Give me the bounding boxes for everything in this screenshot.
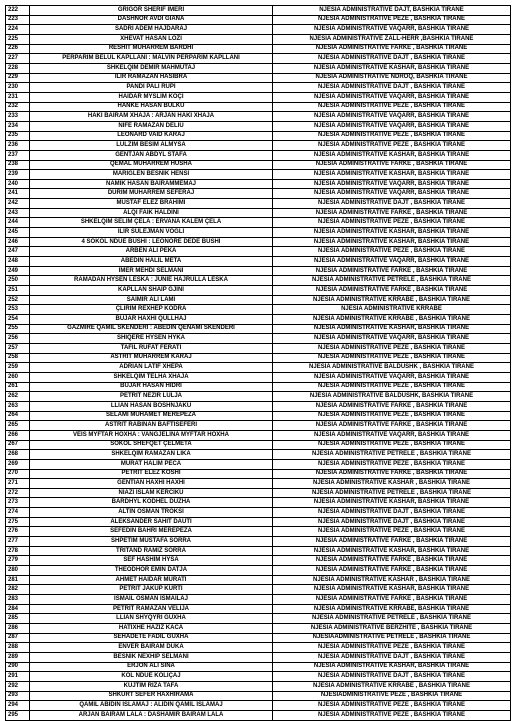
table-row	[6, 652, 511, 662]
table-row	[6, 498, 511, 508]
location-cell: NJESIA ADMINISTRATIVE DAJT , BASHKIA TIRANE	[273, 54, 511, 64]
person-name-cell: THEODHOR EMIN DATJA	[30, 566, 273, 576]
person-name-cell: BUJAR HAXHI QULLHAJ	[30, 315, 273, 325]
table-row	[6, 392, 511, 402]
table-row	[6, 517, 511, 527]
table-row	[6, 54, 511, 64]
row-number-cell: 290	[6, 662, 30, 672]
row-number-cell: 235	[6, 131, 30, 141]
table-row	[6, 430, 511, 440]
location-cell: NJESIA ADMINISTRATIVE NDROQ, BASHKIA TIRANE	[273, 73, 511, 83]
location-cell: NJESIA ADMINISTRATIVE PEZE , BASHKIA TIRANE	[273, 131, 511, 141]
person-name-cell: ALQI FAIK HALDINI	[30, 208, 273, 218]
table-row	[6, 372, 511, 382]
location-cell: NJESIA ADMINISTRATIVE PETRELE , BASHKIA TIRANE	[273, 450, 511, 460]
location-cell: NJESIA ADMINISTRATIVE FARKE , BASHKIA TIRANE	[273, 566, 511, 576]
table-row	[6, 691, 511, 701]
row-number-cell: 242	[6, 199, 30, 209]
person-name-cell: SADRI ADEM HAJDARAJ	[30, 25, 273, 35]
location-cell: NJESIA ADMINISTRATIVE PETRELE , BASHKIA TIRANE	[273, 614, 511, 624]
row-number-cell: 268	[6, 450, 30, 460]
person-name-cell: SEF HASHIM HYSA	[30, 556, 273, 566]
location-cell: NJESIA ADMINISTRATIVE KRRABE , BASHKIA TIRANE	[273, 295, 511, 305]
person-name-cell: ASTRIT MUHARREM KARAJ	[30, 353, 273, 363]
location-cell: NJESIA ADMINISTRATIVE KASHAR, BASHKIA TIRANE	[273, 170, 511, 180]
row-number-cell: 288	[6, 643, 30, 653]
location-cell: NJESIA ADMINISTRATIVE PEZE , BASHKIA TIRANE	[273, 643, 511, 653]
location-cell: NJESIA ADMINISTRATIVE KASHAR, BASHKIA TIRANE	[273, 324, 511, 334]
location-cell: NJESIA ADMINISTRATIVE PEZE , BASHKIA TIRANE	[273, 382, 511, 392]
table-row	[6, 276, 511, 286]
person-name-cell: BARDHYL KODHEL DUZHA	[30, 498, 273, 508]
table-row	[6, 286, 511, 296]
location-cell: NJESIA ADMINISTRATIVE FARKE , BASHKIA TIRANE	[273, 556, 511, 566]
person-name-cell: HANKE HASAN BULKU	[30, 102, 273, 112]
person-name-cell: SHKELQIM SELIM ÇELA : ERVANA KALEM ÇELA	[30, 218, 273, 228]
records-table	[5, 5, 511, 721]
location-cell: NJESIA ADMINISTRATIVE FARKE , BASHKIA TIRANE	[273, 286, 511, 296]
person-name-cell: ILIR RAMAZAN HASIBRA	[30, 73, 273, 83]
person-name-cell: KAPLLAN SHAIP GJINI	[30, 286, 273, 296]
person-name-cell: HAKI BAIRAM XHAJA : ARJAN HAKI XHAJA	[30, 112, 273, 122]
table-row	[6, 662, 511, 672]
table-row	[6, 382, 511, 392]
person-name-cell: LULZIM BESIM ALMYSA	[30, 141, 273, 151]
row-number-cell: 240	[6, 179, 30, 189]
location-cell: NJESIAADMINISTRATIVE PETRELE , BASHKIA TIRANE	[273, 633, 511, 643]
row-number-cell: 282	[6, 585, 30, 595]
table-row	[6, 672, 511, 682]
table-row	[6, 218, 511, 228]
row-number-cell: 228	[6, 63, 30, 73]
row-number-cell: 279	[6, 556, 30, 566]
location-cell: NJESIA ADMINISTRATIVE KASHAR, BASHKIA TIRANE	[273, 546, 511, 556]
location-cell: NJESIA ADMINISTRATIVE VAQARR, BASHKIA TIRANE	[273, 25, 511, 35]
table-row	[6, 25, 511, 35]
row-number-cell: 225	[6, 34, 30, 44]
person-name-cell: PETRIT JAKUP KURTI	[30, 585, 273, 595]
row-number-cell: 257	[6, 343, 30, 353]
table-row	[6, 247, 511, 257]
row-number-cell: 264	[6, 411, 30, 421]
location-cell: NJESIA ADMINISTRATIVE DAJT , BASHKIA TIRANE	[273, 199, 511, 209]
table-row	[6, 305, 511, 315]
row-number-cell: 258	[6, 353, 30, 363]
row-number-cell: 292	[6, 681, 30, 691]
table-row	[6, 633, 511, 643]
person-name-cell: KUJTIM RIZA TAFA	[30, 681, 273, 691]
table-row	[6, 324, 511, 334]
row-number-cell: 261	[6, 382, 30, 392]
row-number-cell: 247	[6, 247, 30, 257]
row-number-cell: 260	[6, 372, 30, 382]
person-name-cell: HATIXHE HAZIZ KACA	[30, 624, 273, 634]
location-cell: NJESIA ADMINISTRATIVE FARKE , BASHKIA TIRANE	[273, 595, 511, 605]
person-name-cell: ADRIAN LATIF XHEPA	[30, 363, 273, 373]
location-cell: NJESIA ADMINISTRATIVE FARKE , BASHKIA TIRANE	[273, 44, 511, 54]
document-sheet	[5, 5, 511, 721]
table-row	[6, 440, 511, 450]
row-number-cell: 230	[6, 83, 30, 93]
person-name-cell: PETRIT RAMAZAN VELIJA	[30, 604, 273, 614]
person-name-cell: SEFEDIN BAHRI MEREPEZA	[30, 527, 273, 537]
person-name-cell: SHKELQIM DEMIR MAHMUTAJ	[30, 63, 273, 73]
table-row	[6, 421, 511, 431]
location-cell: NJESIA ADMINISTRATIVE VAQARR, BASHKIA TIRANE	[273, 179, 511, 189]
row-number-cell: 263	[6, 401, 30, 411]
person-name-cell: SHKELQIM RAMAZAN LIKA	[30, 450, 273, 460]
row-number-cell: 226	[6, 44, 30, 54]
row-number-cell: 239	[6, 170, 30, 180]
person-name-cell: IMER MEHDI SELMANI	[30, 266, 273, 276]
person-name-cell: RESHIT MUHARREM BARDHI	[30, 44, 273, 54]
location-cell: NJESIA ADMINISTRATIVE VAQARR, BASHKIA TIRANE	[273, 189, 511, 199]
person-name-cell: GENTIAN HAXHI HAXHI	[30, 479, 273, 489]
row-number-cell: 293	[6, 691, 30, 701]
table-row	[6, 34, 511, 44]
table-row	[6, 295, 511, 305]
location-cell: NJESIA ADMINISTRATIVE KRRABE , BASHKIA TIRANE	[273, 315, 511, 325]
location-cell: NJESIADMINISTRATIVE PEZE , BASHKIA TIRANE	[273, 691, 511, 701]
person-name-cell: SOKOL SHEFQET ÇELMETA	[30, 440, 273, 450]
person-name-cell: SELAMI MUHAMET MEREPEZA	[30, 411, 273, 421]
person-name-cell: SHIQERE HYSEN HYKA	[30, 334, 273, 344]
row-number-cell: 269	[6, 459, 30, 469]
table-row	[6, 411, 511, 421]
table-row	[6, 643, 511, 653]
location-cell: NJESIA ADMINISTRATIVE PETRELE , BASHKIA TIRANE	[273, 276, 511, 286]
person-name-cell: TAFIL RUFAT FERATI	[30, 343, 273, 353]
row-number-cell: 291	[6, 672, 30, 682]
location-cell: NJESIA ADMINISTRATIVE KASHAR, BASHKIA TIRANE	[273, 63, 511, 73]
location-cell: NJESIA ADMINISTRATIVE PEZE , BASHKIA TIRANE	[273, 440, 511, 450]
person-name-cell: 4 SOKOL NDUE BUSHI : LEONORE DEDE BUSHI	[30, 237, 273, 247]
table-row	[6, 488, 511, 498]
location-cell: NJESIA ADMINISTRATIVE FARKE , BASHKIA TIRANE	[273, 469, 511, 479]
person-name-cell: LLIAN SHYQYRI GUXHA	[30, 614, 273, 624]
row-number-cell: 271	[6, 479, 30, 489]
table-row	[6, 537, 511, 547]
location-cell: NJESIA ADMINISTRATIVE PEZE , BASHKIA TIRANE	[273, 15, 511, 25]
table-row	[6, 266, 511, 276]
row-number-cell: 256	[6, 334, 30, 344]
row-number-cell: 252	[6, 295, 30, 305]
table-row	[6, 401, 511, 411]
table-row	[6, 92, 511, 102]
location-cell: NJESIA ADMINISTRATIVE VAQARR, BASHKIA TIRANE	[273, 121, 511, 131]
row-number-cell: 275	[6, 517, 30, 527]
location-cell: NJESIA ADMINISTRATIVE KASHAR, BASHKIA TIRANE	[273, 662, 511, 672]
person-name-cell: ARJAN BAIRAM LALA : DASHAMIR BAIRAM LALA	[30, 710, 273, 720]
table-row	[6, 257, 511, 267]
person-name-cell: SHKELQIM TELHA XHAJA	[30, 372, 273, 382]
location-cell: NJESIA ADMINISTRATIVE PEZE , BASHKIA TIRANE	[273, 102, 511, 112]
person-name-cell: ÇLIRIM REXHEP KODRA	[30, 305, 273, 315]
row-number-cell: 222	[6, 6, 30, 16]
row-number-cell: 273	[6, 498, 30, 508]
person-name-cell: VEIS MYFTAR HOXHA : VANGJELINA MYFTAR HOXHA	[30, 430, 273, 440]
person-name-cell: MUSTAF ELEZ BRAHIMI	[30, 199, 273, 209]
person-name-cell: ISMAIL OSMAN ISMAILAJ	[30, 595, 273, 605]
location-cell: NJESIA ADMINISTRATIVE VAQARR, BASHKIA TIRANE	[273, 430, 511, 440]
location-cell: NJESIA ADMINISTRATIVE KASHAR, BASHKIA TIRANE	[273, 228, 511, 238]
row-number-cell: 259	[6, 363, 30, 373]
person-name-cell: SHKURT SEFER HAXHIRAMA	[30, 691, 273, 701]
table-row	[6, 131, 511, 141]
table-row	[6, 73, 511, 83]
table-row	[6, 710, 511, 720]
row-number-cell: 287	[6, 633, 30, 643]
person-name-cell: ILIR SULEJMAN VOGLI	[30, 228, 273, 238]
table-row	[6, 604, 511, 614]
table-row	[6, 450, 511, 460]
row-number-cell: 255	[6, 324, 30, 334]
person-name-cell: ERJON ALI SINA	[30, 662, 273, 672]
location-cell: NJESIA ADMINISTRATIVE KASHAR , BASHKIA TIRANE	[273, 575, 511, 585]
row-number-cell: 236	[6, 141, 30, 151]
location-cell: NJESIA ADMINISTRATIVE KRRABE	[273, 305, 511, 315]
person-name-cell: SAIMIR ALI LAMI	[30, 295, 273, 305]
table-row	[6, 112, 511, 122]
location-cell: NJESIA ADMINISTRATIVE PEZE , BASHKIA TIRANE	[273, 247, 511, 257]
table-row	[6, 121, 511, 131]
person-name-cell: BUJAR HASAN HIDRI	[30, 382, 273, 392]
location-cell: NJESIA ADMINISTRATIVE KRRABE, BASHKIA TIRANE	[273, 604, 511, 614]
location-cell: NJESIA ADMINISTRATIVE FARKE , BASHKIA TIRANE	[273, 537, 511, 547]
row-number-cell: 295	[6, 710, 30, 720]
row-number-cell: 278	[6, 546, 30, 556]
location-cell: NJESIA ADMINISTRATIVE VAQARR, BASHKIA TIRANE	[273, 372, 511, 382]
row-number-cell: 266	[6, 430, 30, 440]
location-cell: NJESIA ADMINISTRATIVE BALDUSHK , BASHKIA TIRANE	[273, 363, 511, 373]
table-row	[6, 189, 511, 199]
row-number-cell: 246	[6, 237, 30, 247]
person-name-cell: KOL NDUE KOLIÇAJ	[30, 672, 273, 682]
row-number-cell: 254	[6, 315, 30, 325]
person-name-cell: ALEKSANDER SAHIT DAUTI	[30, 517, 273, 527]
row-number-cell: 250	[6, 276, 30, 286]
table-row	[6, 334, 511, 344]
row-number-cell: 283	[6, 595, 30, 605]
table-row	[6, 15, 511, 25]
row-number-cell: 249	[6, 266, 30, 276]
person-name-cell: ABEDIN HALIL META	[30, 257, 273, 267]
person-name-cell: MARIGLEN BESNIK HENSI	[30, 170, 273, 180]
table-row	[6, 353, 511, 363]
row-number-cell: 265	[6, 421, 30, 431]
records-table-body	[6, 6, 511, 721]
table-row	[6, 556, 511, 566]
table-row	[6, 566, 511, 576]
row-number-cell: 289	[6, 652, 30, 662]
location-cell: NJESIA ADMINISTRATIVE PEZE , BASHKIA TIRANE	[273, 459, 511, 469]
table-row	[6, 228, 511, 238]
location-cell: NJESIA ADMINISTRATIVE PEZE , BASHKIA TIRANE	[273, 218, 511, 228]
table-row	[6, 179, 511, 189]
person-name-cell: QAMIL ABIDIN ISLAMAJ : ALIDIN QAMIL ISLAMAJ	[30, 701, 273, 711]
row-number-cell: 241	[6, 189, 30, 199]
person-name-cell: XHEVAT HASAN LOZI	[30, 34, 273, 44]
table-row	[6, 102, 511, 112]
table-row	[6, 44, 511, 54]
row-number-cell: 232	[6, 102, 30, 112]
row-number-cell: 253	[6, 305, 30, 315]
row-number-cell: 280	[6, 566, 30, 576]
location-cell: NJESIA ADMINISTRATIVE DAJT, BASHKIA TIRANE	[273, 6, 511, 16]
person-name-cell: NIFE RAMAZAN DELIU	[30, 121, 273, 131]
location-cell: NJESIA ADMINISTRATIVE PEZE , BASHKIA TIRANE	[273, 411, 511, 421]
row-number-cell: 224	[6, 25, 30, 35]
table-row	[6, 479, 511, 489]
person-name-cell: GAZMIRE QAMIL SKENDERI : ABEDIN QENAMI SKENDERI	[30, 324, 273, 334]
person-name-cell: PERPARIM BELUL KAPLLANI : MALVIN PERPARIM KAPLLANI	[30, 54, 273, 64]
person-name-cell: NIAZI ISLAM KERCIKU	[30, 488, 273, 498]
location-cell: NJESIA ADMINISTRATIVE KASHAR, BASHKIA TIRANE	[273, 585, 511, 595]
row-number-cell: 238	[6, 160, 30, 170]
table-row	[6, 614, 511, 624]
location-cell: NJESIA ADMINISTRATIVE PETRELE , BASHKIA TIRANE	[273, 488, 511, 498]
table-row	[6, 237, 511, 247]
person-name-cell: ALTIN OSMAN TROKSI	[30, 508, 273, 518]
location-cell: NJESIA ADMINISTRATIVE FARKE , BASHKIA TIRANE	[273, 266, 511, 276]
location-cell: NJESIA ADMINISTRATIVE KASHAR, BASHKIA TIRANE	[273, 498, 511, 508]
location-cell: NJESIA ADMINISTRATIVE DAJT , BASHKIA TIRANE	[273, 508, 511, 518]
location-cell: NJESIA ADMINISTRATIVE VAQARR, BASHKIA TIRANE	[273, 257, 511, 267]
row-number-cell: 277	[6, 537, 30, 547]
table-row	[6, 199, 511, 209]
location-cell: NJESIA ADMINISTRATIVE PEZE , BASHKIA TIRANE	[273, 701, 511, 711]
person-name-cell: ARBEN ALI PEKA	[30, 247, 273, 257]
location-cell: NJESIA ADMINISTRATIVE PEZE , BASHKIA TIRANE	[273, 527, 511, 537]
location-cell: NJESIA ADMINISTRATIVE PEZE , BASHKIA TIRANE	[273, 710, 511, 720]
table-row	[6, 170, 511, 180]
row-number-cell: 284	[6, 604, 30, 614]
person-name-cell: ASTRIT RABINAN BAFTISEFERI	[30, 421, 273, 431]
table-row	[6, 150, 511, 160]
location-cell: NJESIA ADMINISTRATIVE DAJT , BASHKIA TIRANE	[273, 672, 511, 682]
row-number-cell: 244	[6, 218, 30, 228]
row-number-cell: 276	[6, 527, 30, 537]
row-number-cell: 223	[6, 15, 30, 25]
row-number-cell: 274	[6, 508, 30, 518]
table-row	[6, 508, 511, 518]
table-row	[6, 681, 511, 691]
table-row	[6, 546, 511, 556]
row-number-cell: 245	[6, 228, 30, 238]
person-name-cell: QEMAL MUHARREM HUSHA	[30, 160, 273, 170]
person-name-cell: AHMET HAIDAR MURATI	[30, 575, 273, 585]
location-cell: NJESIA ADMINISTRATIVE KRRABE , BASHKIA TIRANE	[273, 681, 511, 691]
table-row	[6, 160, 511, 170]
location-cell: NJESIA ADMINISTRATIVE FARKE , BASHKIA TIRANE	[273, 401, 511, 411]
person-name-cell: DASHNOR AVDI GIANA	[30, 15, 273, 25]
person-name-cell: RAMADAN HYSEN LESKA : JUNIE HAJRULLA LESKA	[30, 276, 273, 286]
table-row	[6, 208, 511, 218]
location-cell: NJESIA ADMINISTRATIVE KASHAR , BASHKIA TIRANE	[273, 479, 511, 489]
location-cell: NJESIA ADMINISTRATIVE DAJT , BASHKIA TIRANE	[273, 652, 511, 662]
table-row	[6, 469, 511, 479]
row-number-cell: 231	[6, 92, 30, 102]
row-number-cell: 272	[6, 488, 30, 498]
person-name-cell: GENTJAN ABDYL STAFA	[30, 150, 273, 160]
location-cell: NJESIA ADMINISTRATIVE BERZHITE , BASHKIA TIRANE	[273, 624, 511, 634]
table-row	[6, 315, 511, 325]
table-row	[6, 585, 511, 595]
table-row	[6, 459, 511, 469]
location-cell: NJESIA ADMINISTRATIVE KASHAR, BASHKIA TIRANE	[273, 150, 511, 160]
person-name-cell: HAIDAR MYSLIM KOÇI	[30, 92, 273, 102]
person-name-cell: SHPETIM MUSTAFA SORRA	[30, 537, 273, 547]
table-row	[6, 141, 511, 151]
row-number-cell: 270	[6, 469, 30, 479]
row-number-cell: 285	[6, 614, 30, 624]
table-row	[6, 624, 511, 634]
table-row	[6, 6, 511, 16]
table-row	[6, 527, 511, 537]
location-cell: NJESIA ADMINISTRATIVE FARKE , BASHKIA TIRANE	[273, 160, 511, 170]
table-row	[6, 83, 511, 93]
location-cell: NJESIA ADMINISTRATIVE DAJT , BASHKIA TIRANE	[273, 517, 511, 527]
location-cell: NJESIA ADMINISTRATIVE PEZE , BASHKIA TIRANE	[273, 353, 511, 363]
person-name-cell: PETRIT ELEZ KOSHI	[30, 469, 273, 479]
table-row	[6, 363, 511, 373]
person-name-cell: LEONARD VAID KARAJ	[30, 131, 273, 141]
row-number-cell: 286	[6, 624, 30, 634]
location-cell: NJESIA ADMINISTRATIVE VAQARR, BASHKIA TIRANE	[273, 112, 511, 122]
row-number-cell: 281	[6, 575, 30, 585]
person-name-cell: LLIAN HASAN BOSHNJAKU	[30, 401, 273, 411]
row-number-cell: 262	[6, 392, 30, 402]
row-number-cell: 227	[6, 54, 30, 64]
location-cell: NJESIA ADMINISTRATIVE DAJT , BASHKIA TIRANE	[273, 83, 511, 93]
location-cell: NJESIA ADMINISTRATIVE ZALL-HERR ,BASHKIA TIRANE	[273, 34, 511, 44]
location-cell: NJESIA ADMINISTRATIVE KASHAR, BASHKIA TIRANE	[273, 237, 511, 247]
person-name-cell: NAMIK HASAN BAIRAMMEMAJ	[30, 179, 273, 189]
location-cell: NJESIA ADMINISTRATIVE FARKE , BASHKIA TIRANE	[273, 421, 511, 431]
person-name-cell: SEHADETE FADIL GUXHA	[30, 633, 273, 643]
row-number-cell: 267	[6, 440, 30, 450]
location-cell: NJESIA ADMINISTRATIVE VAQARR, BASHKIA TIRANE	[273, 334, 511, 344]
row-number-cell: 251	[6, 286, 30, 296]
person-name-cell: DURIM MUHARREM SEFERAJ	[30, 189, 273, 199]
row-number-cell: 233	[6, 112, 30, 122]
location-cell: NJESIA ADMINISTRATIVE FARKE , BASHKIA TIRANE	[273, 208, 511, 218]
row-number-cell: 243	[6, 208, 30, 218]
row-number-cell: 237	[6, 150, 30, 160]
person-name-cell: PETRIT NEZIR LULJA	[30, 392, 273, 402]
table-row	[6, 63, 511, 73]
table-row	[6, 575, 511, 585]
table-row	[6, 343, 511, 353]
person-name-cell: GRIGOR SHERIF IMERI	[30, 6, 273, 16]
location-cell: NJESIA ADMINISTRATIVE VAQARR, BASHKIA TIRANE	[273, 92, 511, 102]
location-cell: NJESIA ADMINISTRATIVE BALDUSHK, BASHKIA TIRANE	[273, 392, 511, 402]
person-name-cell: TRITAND RAMIZ SORRA	[30, 546, 273, 556]
location-cell: NJESIA ADMINISTRATIVE PEZE , BASHKIA TIRANE	[273, 343, 511, 353]
person-name-cell: BESNIK NEXHIP SELMANI	[30, 652, 273, 662]
table-row	[6, 595, 511, 605]
row-number-cell: 294	[6, 701, 30, 711]
person-name-cell: ENVER BAIRAM DUKA	[30, 643, 273, 653]
person-name-cell: PANDI PALI RUPI	[30, 83, 273, 93]
row-number-cell: 234	[6, 121, 30, 131]
person-name-cell: MURAT HALIM PECA	[30, 459, 273, 469]
row-number-cell: 248	[6, 257, 30, 267]
row-number-cell: 229	[6, 73, 30, 83]
location-cell: NJESIA ADMINISTRATIVE PEZE , BASHKIA TIRANE	[273, 141, 511, 151]
